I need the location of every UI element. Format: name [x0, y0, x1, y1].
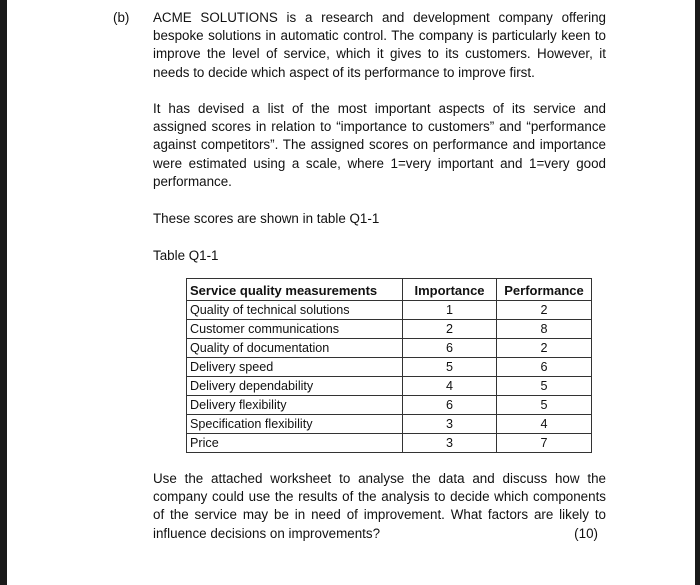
cell-measurement: Delivery speed [187, 358, 403, 377]
task-text: Use the attached worksheet to analyse the data and discuss how the company could use the results of the analysis to decide which components of the service may be in need of improvement. What factors are likely to influence decisions on improvements? [153, 471, 606, 541]
header-importance: Importance [403, 279, 497, 301]
header-service-quality: Service quality measurements [187, 279, 403, 301]
table-row [187, 358, 592, 377]
cell-importance: 4 [403, 377, 497, 396]
paragraph-table-reference: These scores are shown in table Q1-1 [153, 211, 380, 226]
header-performance: Performance [497, 279, 592, 301]
right-dark-border [695, 0, 700, 585]
paragraph-task [153, 470, 606, 543]
cell-importance: 2 [403, 320, 497, 339]
cell-measurement: Delivery dependability [187, 377, 403, 396]
cell-importance: 1 [403, 301, 497, 320]
cell-measurement: Price [187, 434, 403, 453]
table-row [187, 301, 592, 320]
table-row [187, 339, 592, 358]
marks-value: (10) [574, 525, 598, 541]
cell-performance: 2 [497, 339, 592, 358]
paragraph-intro: ACME SOLUTIONS is a research and development company offering bespoke solutions in automatic control. The company is particularly keen to improve the level of service, which it gives to its customers. However, it needs to decide which aspect of its performance to improve first. [153, 10, 606, 80]
service-quality-table [186, 278, 592, 453]
paragraph-scoring: It has devised a list of the most important aspects of its service and assigned scores in relation to “importance to customers” and “performance against competitors”. The assigned scores on performance and importance were estimated using a scale, where 1=very important and 1=very good performance. [153, 101, 606, 189]
table-header-row [187, 279, 592, 301]
cell-importance: 6 [403, 339, 497, 358]
cell-measurement: Customer communications [187, 320, 403, 339]
cell-performance: 4 [497, 415, 592, 434]
cell-performance: 8 [497, 320, 592, 339]
cell-performance: 5 [497, 377, 592, 396]
cell-measurement: Specification flexibility [187, 415, 403, 434]
cell-performance: 2 [497, 301, 592, 320]
table-row [187, 320, 592, 339]
table-caption: Table Q1-1 [153, 248, 219, 263]
cell-measurement: Delivery flexibility [187, 396, 403, 415]
cell-importance: 6 [403, 396, 497, 415]
left-dark-border [0, 0, 7, 585]
table-row [187, 377, 592, 396]
table-row [187, 415, 592, 434]
cell-performance: 6 [497, 358, 592, 377]
table-row [187, 396, 592, 415]
cell-measurement: Quality of technical solutions [187, 301, 403, 320]
cell-importance: 5 [403, 358, 497, 377]
cell-importance: 3 [403, 434, 497, 453]
cell-performance: 7 [497, 434, 592, 453]
cell-performance: 5 [497, 396, 592, 415]
question-label: (b) [113, 10, 130, 25]
cell-measurement: Quality of documentation [187, 339, 403, 358]
cell-importance: 3 [403, 415, 497, 434]
table-row [187, 434, 592, 453]
